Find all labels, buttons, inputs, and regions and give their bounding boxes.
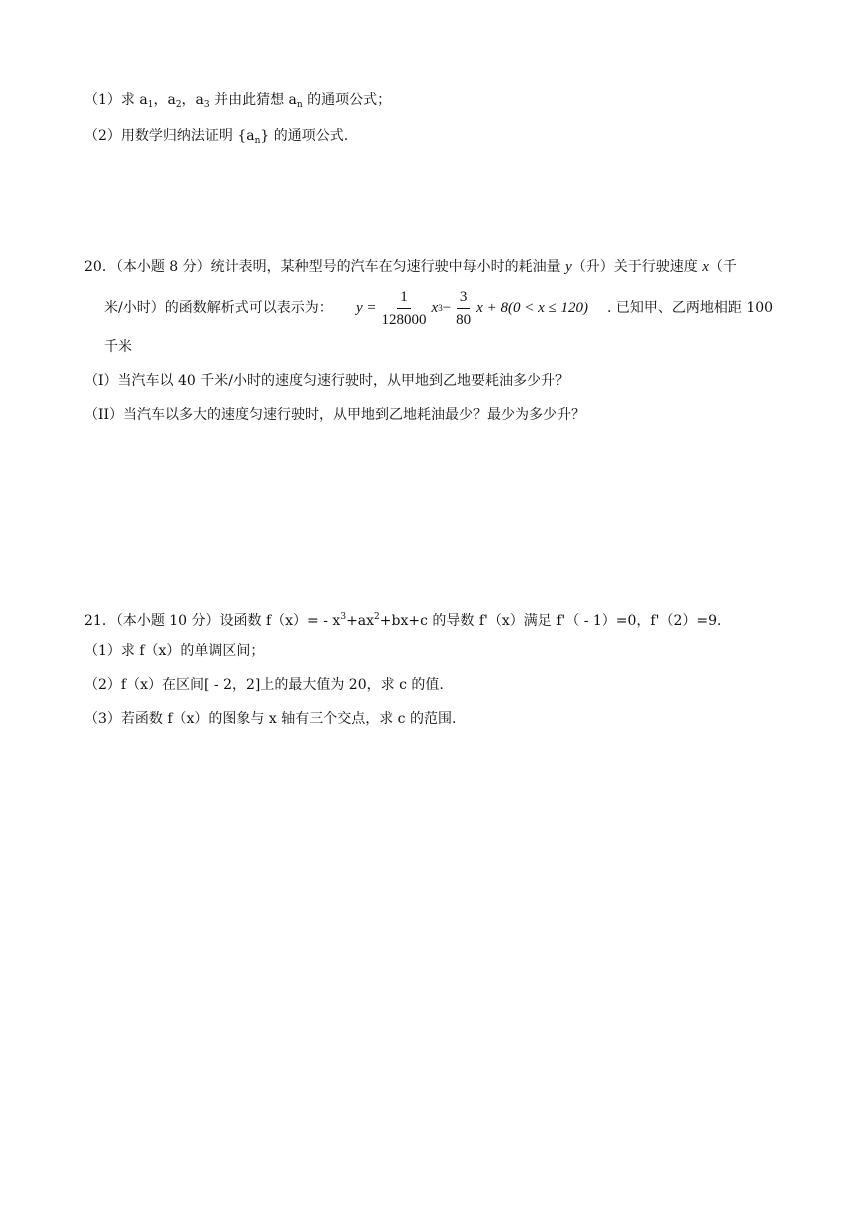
q21-part3: （3）若函数 f（x）的图象与 x 轴有三个交点，求 c 的范围. xyxy=(84,711,457,727)
q21-intro: 21．（本小题 10 分）设函数 $f(x)= - x^3+ax^2+bx+c$ 的导数 f'（x）满足 f'（ - 1）=0，f'（2）=9. xyxy=(84,612,722,629)
q19-part2: （2）用数学归纳法证明 $\{a_n\}$ 的通项公式. xyxy=(84,128,349,146)
q20-part2: （II）当汽车以多大的速度匀速行驶时，从甲地到乙地耗油最少？最少为多少升？ xyxy=(84,407,586,423)
q21-part2: （2）f（x）在区间[ - 2，2]上的最大值为 20，求 c 的值. xyxy=(84,677,444,693)
q20-line3: 千米 xyxy=(104,339,132,355)
fraction-2: $\frac{3}{80}$ xyxy=(456,288,472,328)
fuel-formula: y = $\frac{1}{128000}$ x 3 − $\frac{3}{80}$ x + 8(0 < x ≤ 120) xyxy=(356,288,588,328)
q21-part1: （1）求 f（x）的单调区间； xyxy=(84,643,265,659)
fraction-1: $\frac{1}{128000}$ xyxy=(381,288,427,328)
q20-intro: 20．（本小题 8 分）统计表明，某种型号的汽车在匀速行驶中每小时的耗油量 y（升）关于行驶速度 x（千 xyxy=(84,259,737,275)
q20-line2-tail: . 已知甲、乙两地相距 100 xyxy=(607,300,774,316)
q20-line2-text: 米/小时）的函数解析式可以表示为： xyxy=(104,300,333,316)
q19-part1: （1）求 $a_1$，$a_2$，$a_3$ 并由此猜想 $a_n$ 的通项公式； xyxy=(84,92,392,110)
q20-part1: （Ⅰ）当汽车以 40 千米/小时的速度匀速行驶时，从甲地到乙地要耗油多少升？ xyxy=(84,373,569,389)
